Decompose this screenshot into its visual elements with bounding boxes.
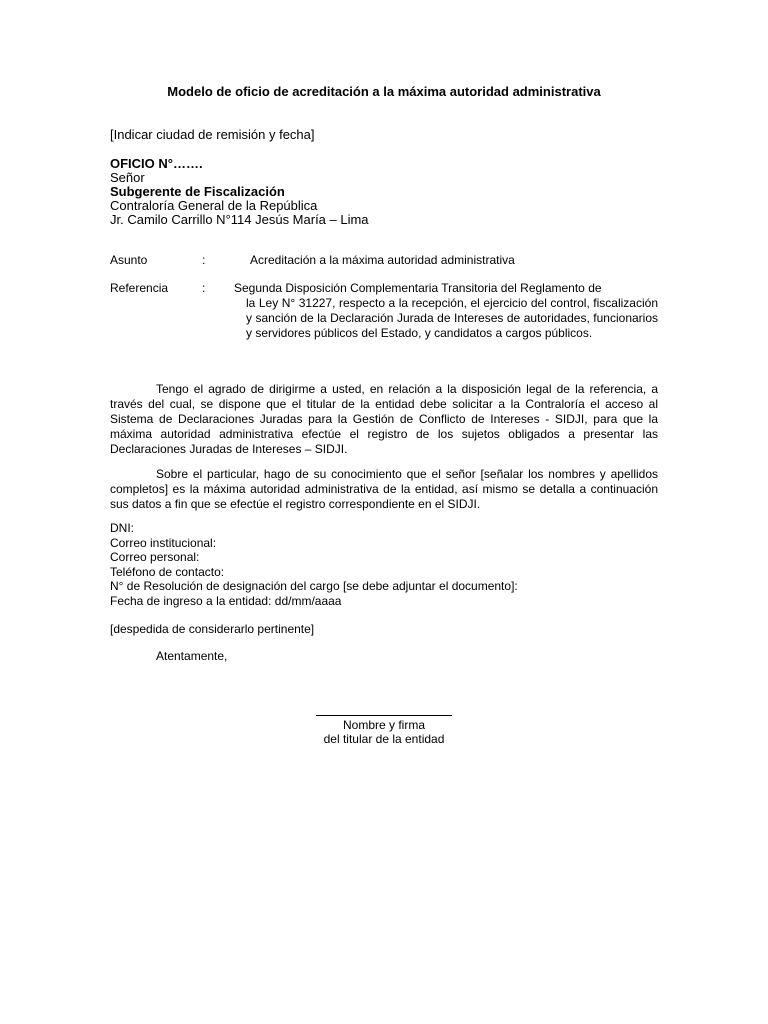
- field-resolution-number: N° de Resolución de designación del cargo [se debe adjuntar el documento]:: [110, 579, 518, 593]
- signature-name: Nombre y firma: [342, 718, 425, 732]
- asunto-text: Acreditación a la máxima autoridad administrativa: [250, 253, 515, 267]
- field-phone: Teléfono de contacto:: [110, 564, 225, 579]
- recipient-title: Subgerente de Fiscalización: [110, 184, 285, 199]
- referencia-text: [234, 281, 658, 341]
- referencia-body: la Ley N° 31227, respecto a la recepción, el ejercicio del control, fiscalización y sanción de la Declaración Jurada de Intereses de autoridades, funcionarios y servidores públicos del Estado, y candidatos a cargos públicos.: [246, 296, 658, 340]
- asunto-colon: :: [202, 253, 206, 267]
- signature-line: [316, 715, 452, 716]
- signature-role: del titular de la entidad: [323, 732, 445, 746]
- referencia-first-line: Segunda Disposición Complementaria Transitoria del Reglamento de: [234, 281, 602, 295]
- oficio-number: OFICIO N°…….: [110, 156, 203, 171]
- body-paragraph-2: Sobre el particular, hago de su conocimiento que el señor [señalar los nombres y apellidos completos] es la máxima autoridad administrativa de la entidad, así mismo se detalla a continuación sus datos a fin que se efectúe el registro correspondiente en el SIDJI.: [110, 467, 658, 511]
- city-date-placeholder: [Indicar ciudad de remisión y fecha]: [110, 127, 315, 142]
- closing-phrase: Atentamente,: [156, 649, 228, 663]
- despedida-placeholder: [despedida de considerarlo pertinente]: [110, 622, 315, 636]
- body-paragraph-1: Tengo el agrado de dirigirme a usted, en relación a la disposición legal de la referencia, a través del cual, se dispone que el titular de la entidad debe solicitar a la Contraloría el acceso al Sistema de Declaraciones Juradas para la Gestión de Conflicto de Intereses - SIDJI, para que la máxima autoridad administrativa efectúe el registro de los sujetos obligados a presentar las Declaraciones Juradas de Intereses – SIDJI.: [110, 382, 658, 456]
- referencia-label: Referencia: [110, 281, 169, 295]
- asunto-label: Asunto: [110, 253, 148, 267]
- referencia-colon: :: [202, 281, 206, 295]
- recipient-address: Jr. Camilo Carrillo N°114 Jesús María – Lima: [110, 212, 369, 227]
- field-institutional-email: Correo institucional:: [110, 535, 217, 550]
- data-fields-list: [110, 521, 518, 608]
- field-dni: DNI:: [110, 521, 134, 535]
- salutation: Señor: [110, 170, 145, 185]
- document-title: Modelo de oficio de acreditación a la máxima autoridad administrativa: [167, 84, 601, 99]
- field-entry-date: Fecha de ingreso a la entidad: dd/mm/aaaa: [110, 593, 342, 608]
- field-personal-email: Correo personal:: [110, 550, 200, 564]
- recipient-organization: Contraloría General de la República: [110, 198, 318, 213]
